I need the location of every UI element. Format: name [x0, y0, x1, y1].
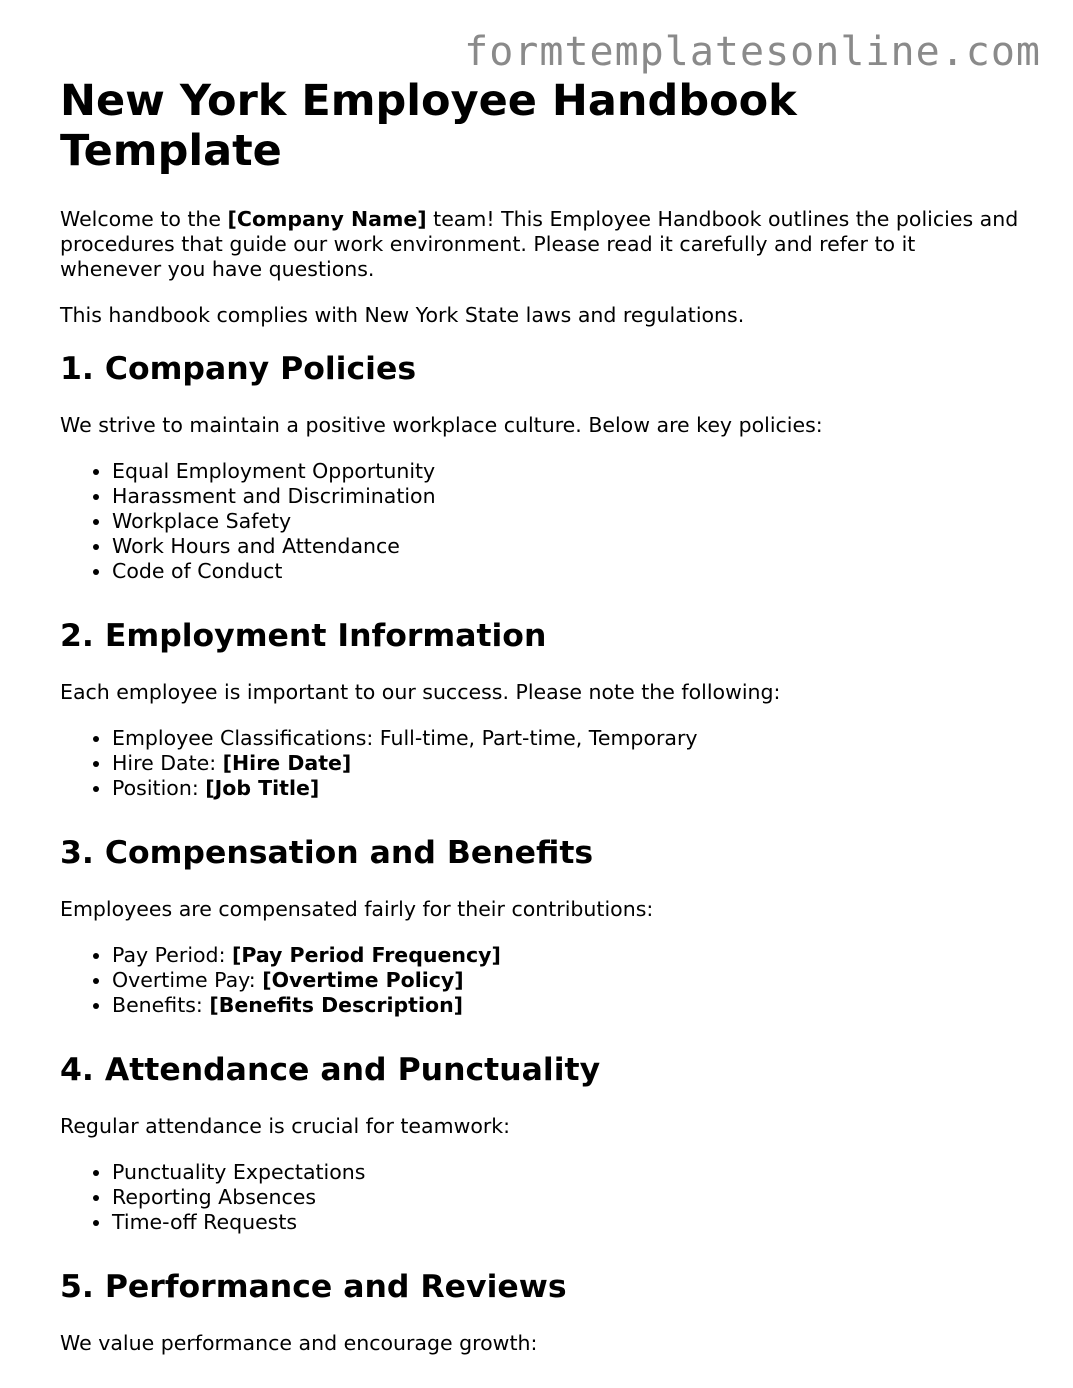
- section-intro-compensation-benefits: Employees are compensated fairly for their contributions:: [60, 897, 654, 921]
- intro-paragraph: [60, 207, 1020, 282]
- overtime-policy-placeholder: [Overtime Policy]: [262, 968, 464, 992]
- list-item-benefits: [112, 993, 1020, 1018]
- job-title-placeholder: [Job Title]: [205, 776, 320, 800]
- section-intro-employment-information: Each employee is important to our success. Please note the following:: [60, 680, 781, 704]
- document-page: [60, 0, 1020, 1356]
- pay-period-label: Pay Period:: [112, 943, 232, 967]
- section-heading-performance-reviews: 5. Performance and Reviews: [60, 1269, 567, 1305]
- intro-text-end: team! This Employee Handbook outlines the policies and procedures that guide our work environment. Please read it carefully and refer to it whenever you have questions.: [60, 207, 1019, 281]
- section-heading-compensation-benefits: 3. Compensation and Benefits: [60, 835, 594, 871]
- overtime-pay-label: Overtime Pay:: [112, 968, 263, 992]
- list-item: • Equal Employment Opportunity: [112, 459, 1020, 484]
- list-item-pay-period: [112, 943, 1020, 968]
- list-item: • Reporting Absences: [112, 1185, 1020, 1210]
- watermark: formtemplatesonline.com: [464, 29, 1041, 75]
- compliance-paragraph: This handbook complies with New York State laws and regulations.: [60, 303, 745, 327]
- list-item: • Punctuality Expectations: [112, 1160, 1020, 1185]
- list-item: • Work Hours and Attendance: [112, 534, 1020, 559]
- list-item-position: [112, 776, 1020, 801]
- list-compensation-benefits: [60, 943, 1020, 1018]
- document-title: New York Employee Handbook Template: [60, 76, 797, 176]
- section-heading-company-policies: 1. Company Policies: [60, 351, 417, 387]
- position-label: Position:: [112, 776, 206, 800]
- hire-date-label: Hire Date:: [112, 751, 223, 775]
- pay-period-placeholder: [Pay Period Frequency]: [232, 943, 501, 967]
- section-intro-performance-reviews: We value performance and encourage growth:: [60, 1331, 538, 1355]
- list-item: • Workplace Safety: [112, 509, 1020, 534]
- hire-date-placeholder: [Hire Date]: [222, 751, 352, 775]
- list-item-classifications: • Employee Classifications: Full-time, Part-time, Temporary: [112, 726, 1020, 751]
- section-heading-employment-information: 2. Employment Information: [60, 618, 547, 654]
- list-employment-information: [60, 726, 1020, 801]
- list-company-policies: [60, 459, 1020, 584]
- list-item-overtime-pay: [112, 968, 1020, 993]
- section-intro-company-policies: We strive to maintain a positive workplace culture. Below are key policies:: [60, 413, 823, 437]
- list-item: • Harassment and Discrimination: [112, 484, 1020, 509]
- intro-text-start: Welcome to the: [60, 207, 228, 231]
- company-name-placeholder: [Company Name]: [227, 207, 427, 231]
- list-item: • Time-off Requests: [112, 1210, 1020, 1235]
- benefits-placeholder: [Benefits Description]: [209, 993, 464, 1017]
- section-heading-attendance-punctuality: 4. Attendance and Punctuality: [60, 1052, 601, 1088]
- list-item-hire-date: [112, 751, 1020, 776]
- benefits-label: Benefits:: [112, 993, 210, 1017]
- list-attendance-punctuality: [60, 1160, 1020, 1235]
- section-intro-attendance-punctuality: Regular attendance is crucial for teamwork:: [60, 1114, 511, 1138]
- list-item: • Code of Conduct: [112, 559, 1020, 584]
